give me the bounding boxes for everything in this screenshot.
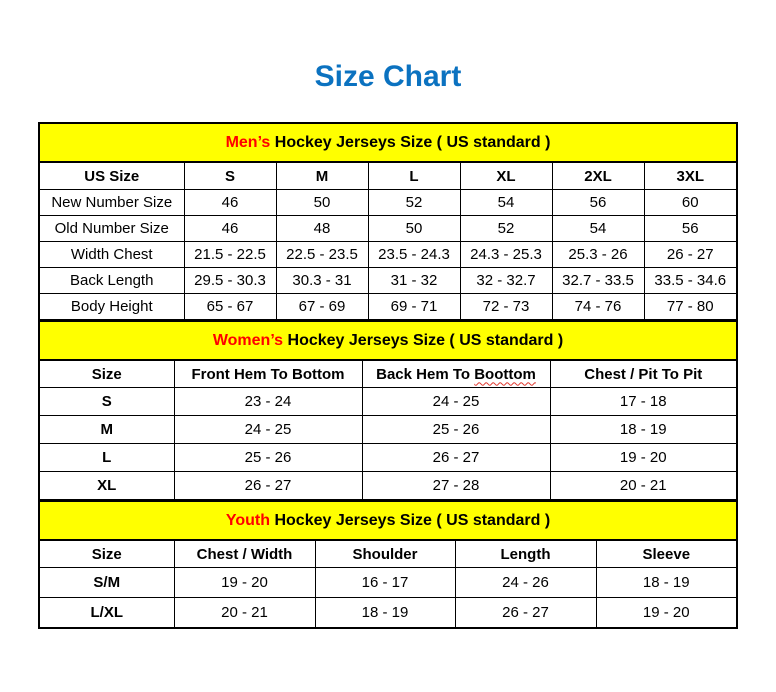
size-cell: 22.5 - 23.5 [276, 242, 368, 268]
row-label: Width Chest [40, 242, 184, 268]
size-cell: 20 - 21 [550, 472, 736, 500]
row-label: M [40, 416, 174, 444]
mens-section-title-rest: Hockey Jerseys Size ( US standard ) [270, 133, 551, 151]
mens-col-header: 2XL [552, 162, 644, 190]
row-label: L/XL [40, 598, 174, 628]
mens-col-header: XL [460, 162, 552, 190]
youth-col-header: Sleeve [596, 540, 736, 568]
womens-section-band [40, 321, 736, 360]
size-cell: 52 [368, 190, 460, 216]
size-cell: 50 [276, 190, 368, 216]
youth-header-row [40, 540, 736, 568]
table-row [40, 216, 736, 242]
mens-col-header: US Size [40, 162, 184, 190]
womens-size-table [40, 320, 736, 500]
youth-col-header: Length [455, 540, 596, 568]
size-cell: 60 [644, 190, 736, 216]
table-row [40, 416, 736, 444]
size-cell: 26 - 27 [174, 472, 362, 500]
size-cell: 54 [552, 216, 644, 242]
size-cell: 19 - 20 [174, 568, 315, 598]
womens-col-header-back-hem [362, 360, 550, 388]
page-title: Size Chart [314, 60, 462, 93]
size-cell: 24 - 26 [455, 568, 596, 598]
size-cell: 19 - 20 [596, 598, 736, 628]
size-cell: 31 - 32 [368, 268, 460, 294]
size-cell: 30.3 - 31 [276, 268, 368, 294]
womens-col-header: Size [40, 360, 174, 388]
size-cell: 32.7 - 33.5 [552, 268, 644, 294]
size-cell: 18 - 19 [315, 598, 455, 628]
womens-col-header: Chest / Pit To Pit [550, 360, 736, 388]
table-row [40, 190, 736, 216]
table-row [40, 268, 736, 294]
mens-header-row [40, 162, 736, 190]
womens-section-title-highlight: Women’s [212, 331, 284, 349]
size-cell: 25 - 26 [174, 444, 362, 472]
size-cell: 69 - 71 [368, 294, 460, 320]
table-row [40, 472, 736, 500]
size-cell: 23 - 24 [174, 388, 362, 416]
youth-col-header: Shoulder [315, 540, 455, 568]
size-cell: 24.3 - 25.3 [460, 242, 552, 268]
size-cell: 54 [460, 190, 552, 216]
size-cell: 18 - 19 [596, 568, 736, 598]
size-cell: 26 - 27 [644, 242, 736, 268]
size-cell: 32 - 32.7 [460, 268, 552, 294]
row-label: S/M [40, 568, 174, 598]
table-row [40, 242, 736, 268]
table-row [40, 444, 736, 472]
size-cell: 56 [552, 190, 644, 216]
row-label: S [40, 388, 174, 416]
youth-section-title-rest: Hockey Jerseys Size ( US standard ) [270, 511, 551, 529]
size-cell: 16 - 17 [315, 568, 455, 598]
size-cell: 24 - 25 [174, 416, 362, 444]
size-cell: 29.5 - 30.3 [184, 268, 276, 294]
youth-size-table [40, 500, 736, 627]
youth-section-title [40, 501, 736, 540]
size-cell: 19 - 20 [550, 444, 736, 472]
table-row [40, 294, 736, 320]
mens-section-band [40, 124, 736, 162]
table-row [40, 598, 736, 628]
size-cell: 20 - 21 [174, 598, 315, 628]
womens-section-title-rest: Hockey Jerseys Size ( US standard ) [283, 331, 564, 349]
size-cell: 48 [276, 216, 368, 242]
youth-col-header: Chest / Width [174, 540, 315, 568]
row-label: Body Height [40, 294, 184, 320]
womens-header-row [40, 360, 736, 388]
size-cell: 17 - 18 [550, 388, 736, 416]
mens-col-header: S [184, 162, 276, 190]
size-cell: 56 [644, 216, 736, 242]
size-cell: 24 - 25 [362, 388, 550, 416]
size-cell: 21.5 - 22.5 [184, 242, 276, 268]
mens-section-title [40, 124, 736, 162]
misspelled-word-squiggle: Boottom [474, 365, 536, 383]
youth-col-header: Size [40, 540, 174, 568]
womens-section-title [40, 321, 736, 360]
mens-col-header: L [368, 162, 460, 190]
size-cell: 67 - 69 [276, 294, 368, 320]
youth-section-title-highlight: Youth [225, 511, 271, 529]
mens-size-table [40, 124, 736, 320]
size-cell: 77 - 80 [644, 294, 736, 320]
size-cell: 50 [368, 216, 460, 242]
size-cell: 46 [184, 216, 276, 242]
size-cell: 27 - 28 [362, 472, 550, 500]
size-cell: 23.5 - 24.3 [368, 242, 460, 268]
size-cell: 26 - 27 [455, 598, 596, 628]
mens-col-header: 3XL [644, 162, 736, 190]
table-row [40, 568, 736, 598]
size-cell: 33.5 - 34.6 [644, 268, 736, 294]
size-cell: 25.3 - 26 [552, 242, 644, 268]
womens-col-header: Front Hem To Bottom [174, 360, 362, 388]
mens-col-header: M [276, 162, 368, 190]
size-cell: 46 [184, 190, 276, 216]
size-cell: 65 - 67 [184, 294, 276, 320]
size-cell: 26 - 27 [362, 444, 550, 472]
row-label: L [40, 444, 174, 472]
youth-section-band [40, 501, 736, 540]
table-row [40, 388, 736, 416]
mens-section-title-highlight: Men’s [225, 133, 271, 151]
row-label: New Number Size [40, 190, 184, 216]
size-cell: 72 - 73 [460, 294, 552, 320]
row-label: XL [40, 472, 174, 500]
size-chart-block [38, 122, 738, 629]
size-cell: 18 - 19 [550, 416, 736, 444]
row-label: Old Number Size [40, 216, 184, 242]
size-cell: 25 - 26 [362, 416, 550, 444]
row-label: Back Length [40, 268, 184, 294]
back-hem-prefix: Back Hem To [376, 365, 471, 383]
size-cell: 52 [460, 216, 552, 242]
size-cell: 74 - 76 [552, 294, 644, 320]
